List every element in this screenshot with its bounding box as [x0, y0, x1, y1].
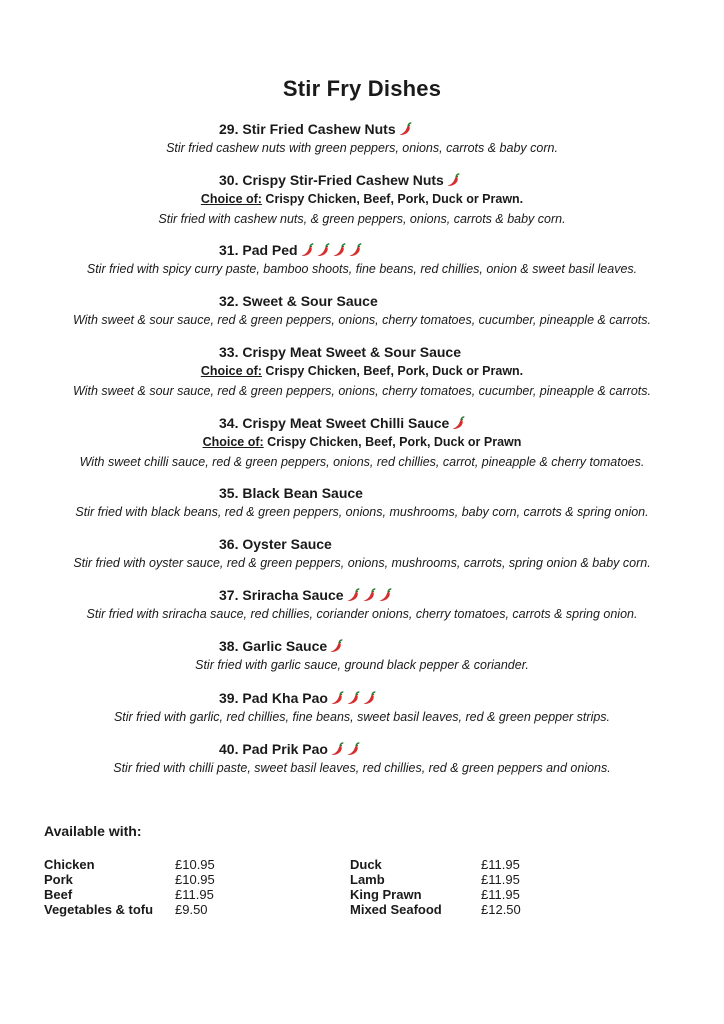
dish-name-text: 34. Crispy Meat Sweet Chilli Sauce [219, 415, 450, 431]
dish-description: Stir fried with garlic, red chillies, fine beans, sweet basil leaves, red & green pepper strips. [113, 710, 611, 724]
price-row [0, 887, 724, 902]
spice-level [446, 172, 462, 192]
protein-name: Mixed Seafood [350, 902, 442, 917]
spice-level [300, 242, 364, 262]
chili-pepper-icon [300, 243, 314, 257]
protein-price: £11.95 [481, 872, 520, 887]
protein-price: £10.95 [175, 872, 215, 887]
dish-name [219, 170, 462, 190]
dish-description: With sweet & sour sauce, red & green peppers, onions, cherry tomatoes, cucumber, pineapple & carrots. [73, 313, 651, 327]
chili-pepper-icon [346, 691, 360, 705]
dish-name-text: 36. Oyster Sauce [219, 536, 332, 552]
choice-options: Crispy Chicken, Beef, Pork, Duck or Prawn. [261, 192, 524, 206]
chili-pepper-icon [451, 416, 465, 430]
spice-level [330, 741, 362, 761]
dish-description: Stir fried with sriracha sauce, red chillies, coriander onions, cherry tomatoes, carrots & spring onion. [86, 607, 638, 621]
chili-pepper-icon [398, 122, 412, 136]
chili-pepper-icon [316, 243, 330, 257]
protein-price: £11.95 [481, 857, 520, 872]
available-with-heading: Available with: [44, 823, 142, 839]
chili-pepper-icon [346, 588, 360, 602]
dish-description: Stir fried with cashew nuts, & green peppers, onions, carrots & baby corn. [158, 212, 566, 226]
choice-label: Choice of: [200, 192, 262, 206]
dish-name [219, 342, 461, 362]
chili-pepper-icon [330, 691, 344, 705]
dish-description: Stir fried with black beans, red & green peppers, onions, mushrooms, baby corn, carrots & spring onion. [75, 505, 649, 519]
protein-price: £11.95 [481, 887, 520, 902]
protein-price: £9.50 [175, 902, 208, 917]
price-row [0, 857, 724, 872]
protein-name: Pork [44, 872, 73, 887]
dish-name-text: 31. Pad Ped [219, 242, 298, 258]
dish-name [219, 483, 363, 503]
dish-choice [0, 190, 724, 208]
spice-level [330, 690, 378, 710]
spice-level [346, 587, 394, 607]
dish-name-text: 33. Crispy Meat Sweet & Sour Sauce [219, 344, 461, 360]
chili-pepper-icon [362, 588, 376, 602]
page-title: Stir Fry Dishes [282, 76, 442, 101]
protein-name: Vegetables & tofu [44, 902, 154, 917]
spice-level [451, 415, 467, 435]
protein-price: £11.95 [175, 887, 214, 902]
dish-name-text: 35. Black Bean Sauce [219, 485, 363, 501]
dish-name [219, 688, 378, 708]
dish-description: Stir fried with spicy curry paste, bamboo shoots, fine beans, red chillies, onion & sweet basil leaves. [86, 262, 638, 276]
dish-name [219, 240, 364, 260]
protein-name: Duck [350, 857, 382, 872]
dish-name [219, 534, 332, 554]
dish-name [219, 636, 345, 656]
dish-name [219, 119, 414, 139]
price-row [0, 902, 724, 917]
protein-name: Beef [44, 887, 73, 902]
choice-label: Choice of: [200, 364, 262, 378]
spice-level [398, 121, 414, 141]
dish-description: Stir fried with garlic sauce, ground black pepper & coriander. [195, 658, 529, 672]
protein-name: Chicken [44, 857, 95, 872]
dish-name [219, 413, 467, 433]
choice-options: Crispy Chicken, Beef, Pork, Duck or Prawn [263, 435, 522, 449]
dish-name-text: 39. Pad Kha Pao [219, 690, 328, 706]
protein-price: £10.95 [175, 857, 215, 872]
price-row [0, 872, 724, 887]
dish-choice [0, 362, 724, 380]
dish-name-text: 32. Sweet & Sour Sauce [219, 293, 378, 309]
dish-name-text: 37. Sriracha Sauce [219, 587, 344, 603]
dish-name-text: 38. Garlic Sauce [219, 638, 328, 654]
dish-name-text: 29. Stir Fried Cashew Nuts [219, 121, 396, 137]
spice-level [329, 638, 345, 658]
choice-label: Choice of: [202, 435, 264, 449]
protein-name: Lamb [350, 872, 385, 887]
dish-description: With sweet & sour sauce, red & green peppers, onions, cherry tomatoes, cucumber, pineapple & carrots. [73, 384, 651, 398]
dish-name-text: 30. Crispy Stir-Fried Cashew Nuts [219, 172, 444, 188]
chili-pepper-icon [332, 243, 346, 257]
chili-pepper-icon [348, 243, 362, 257]
protein-name: King Prawn [350, 887, 422, 902]
dish-description: With sweet chilli sauce, red & green peppers, onions, red chillies, carrot, pineapple & cherry tomatoes. [79, 455, 645, 469]
chili-pepper-icon [446, 173, 460, 187]
dish-name [219, 585, 394, 605]
protein-price: £12.50 [481, 902, 521, 917]
dish-name-text: 40. Pad Prik Pao [219, 741, 328, 757]
chili-pepper-icon [330, 742, 344, 756]
choice-options: Crispy Chicken, Beef, Pork, Duck or Prawn. [261, 364, 524, 378]
chili-pepper-icon [362, 691, 376, 705]
dish-description: Stir fried with oyster sauce, red & green peppers, onions, mushrooms, carrots, spring onion & baby corn. [73, 556, 651, 570]
chili-pepper-icon [346, 742, 360, 756]
dish-description: Stir fried with chilli paste, sweet basil leaves, red chillies, red & green peppers and onions. [113, 761, 611, 775]
chili-pepper-icon [378, 588, 392, 602]
dish-name [219, 291, 378, 311]
chili-pepper-icon [329, 639, 343, 653]
dish-choice [0, 433, 724, 451]
dish-description: Stir fried cashew nuts with green peppers, onions, carrots & baby corn. [166, 141, 558, 155]
dish-name [219, 739, 362, 759]
